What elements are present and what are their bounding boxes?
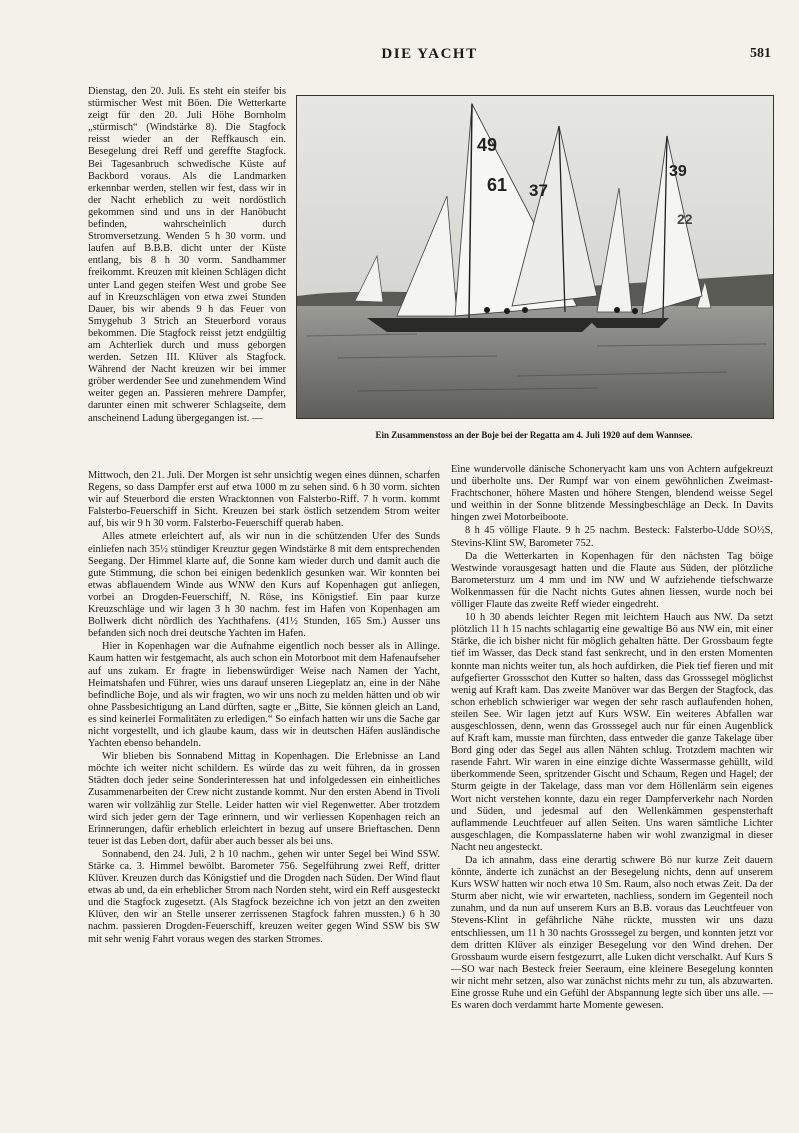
sail-number: 61 [487, 175, 508, 195]
page-header [88, 46, 771, 68]
regatta-photo-drawing [297, 96, 773, 418]
paragraph: Mittwoch, den 21. Juli. Der Morgen ist sehr unsichtig wegen eines dünnen, scharfen Regens, so dass Dampfer erst auf etwa 1000 m zu sehen sind. 6 h 30 vorm. sichten wir auf Steuerbord die ersten Wracktonnen von Falsterbo-Riff. 7 h vorm. kommt Falsterbo-Feuerschiff in Sicht. Kreuzen bei stark östlich setzendem Strom weiter auf, bis wir 9 h 30 vorm. Falsterbo-Feuerschiff querab haben. [88, 470, 440, 530]
paragraph: Hier in Kopenhagen war die Aufnahme eigentlich noch besser als in Allinge. Kaum hatten wir festgemacht, als auch schon ein Motorboot mit dem Hafenaufseher auf uns zukam. Er fragte in liebenswürdiger Weise nach Namen der Yacht, Heimatshafen und Führer, wies uns darauf unseren Liegeplatz an, eine in der Nähe befindliche Boje, und als wir fragten, wo wir uns noch zu melden hätten und ob wir ohne Passbesichtigung an Land dürften, sagte er „Bitte, Sie können gleich an Land, es sind keinerlei Formalitäten zu erledigen.“ So einfach hatten wir uns die Sache gar nicht vorgestellt, und ich glaube kaum, dass wir in deutschen Häfen ausländische Yachten ebenso behandeln. [88, 641, 440, 750]
paragraph: Alles atmete erleichtert auf, als wir nun in die schützenden Ufer des Sunds einliefen nach 35½ stündiger Kreuztur gegen Windstärke 8 mit dem entsprechenden Seegang. Der Himmel klarte auf, die Sonne kam wieder durch und damit auch die gute Stimmung, die schon bei einigen bedenklich gesunken war. Wir konnten bei etwas abflauendem Winde aus WNW den Kurs auf Kopenhagen gut anliegen, vorbei an Drogden-Feuerschiff, N. Röse, ins Königstief. Ein paar kurze Kreuzschläge und wir lagen 3 h 30 nachm. fest im Hafen von Kopenhagen am Bollwerk dicht nördlich des Yachthafens. (41½ Stunden, 165 Sm.) Ausser uns befanden sich noch drei deutsche Yachten im Hafen. [88, 531, 440, 640]
photo-caption: Ein Zusammenstoss an der Boje bei der Regatta am 4. Juli 1920 auf dem Wannsee. [375, 430, 693, 440]
paragraph: Dienstag, den 20. Juli. Es steht ein steifer bis stürmischer West mit Böen. Die Wetterkarte zeigt für den 20. Juli Höhe Bornholm „stürmisch“ (Windstärke 8). Die Stagfock reisst wieder an der Reffkausch ein. Besegelung drei Reff und gereffte Stagfock. Bei Tagesanbruch schwedische Küste auf Backbord voraus. Als die Landmarken erkennbar werden, stellen wir fest, dass wir in der Nacht erheblich zu weit nordöstlich gekommen sind und uns in der Hanöbucht befinden, wahrscheinlich durch Stromversetzung. Wenden 5 h 30 vorm. und laufen auf B.B.B. dicht unter der Küste entlang, bis 8 h 30 vorm. Sandhammer freikommt. Kreuzen mit kleinen Schlägen dicht unter Land gegen steifen West und grobe See auf in Kreuzschlägen von etwa zwei Stunden Dauer, bis wir abends 9 h das Feuer von Smygehub 3 Strich an Steuerbord voraus bekommen. Die Stagfock reisst jetzt endgültig am Achterliek durch und muss geborgen werden. Setzen III. Klüver als Stagfock. Während der Nacht kreuzen wir bei immer gröber werdender See und zunehmendem Wind weiter gegen an. Passieren mehrere Dampfer, darunter einen mit schwerer Schlagseite, dem anscheinend Ladung übergegangen ist. — [88, 86, 286, 424]
paragraph: Da ich annahm, dass eine derartig schwere Bö nur kurze Zeit dauern könnte, änderte ich zunächst an der Besegelung nichts, denn auf unserem Kurs WSW hatten wir noch etwa 10 Sm. Raum, also noch etwas Zeit. Da der Sturm aber nicht, wie wir erwarteten, nachliess, sondern im Gegenteil noch zunahm, und da nun auf unserem Kurs an B.B. voraus das Leuchtfeuer von Stevens-Klint in gefährliche Nähe rückte, mussten wir uns dazu entschliessen, um 11 h 30 nachts Grosssegel zu bergen, und konnten jetzt vor dem dritten Klüver als einziger Besegelung vor den Wind drehen. Der Grossbaum wurde eisern festgezurrt, alle Luken dicht verschalkt. Auf Kurs S—SO war nach Besteck freier Seeraum, eine kleinere Besegelung konnten wir nicht mehr setzen, also war zunächst nichts mehr zu tun, als abzuwarten. Eine grosse Ruhe und ein Gefühl der Abspannung legte sich über uns alle. — Es waren doch verdammt harte Momente gewesen. [451, 855, 773, 1012]
left-lower-column-text [88, 470, 440, 1092]
paragraph: 10 h 30 abends leichter Regen mit leichtem Hauch aus NW. Da setzt plötzlich 11 h 15 nachts schlagartig eine gewaltige Bö aus NW ein, mit einer Stärke, die ich bisher nicht für möglich gehalten hätte. Der Grossbaum fegte tief im Wasser, das Deck stand fast senkrecht, und in den ersten Momenten konnte man nichts weiter tun, als hoch aufdirken, die Piek tief fieren und mit aufgefierter Grossschot den Kutter so halten, dass das Grosssegel möglichst wenig auf Kraft kam. Das zweite Manöver war das Bergen der Stagfock, das schon erheblich schwieriger war wegen der sehr rasch auflaufenden hohen, steilen See. Wir lagen jetzt auf Kurs WSW. Ein weiteres Abfallen war ausgeschlossen, denn, wenn das Grosssegel auch nur für einen Augenblick auf Kraft kam, musste man fürchten, dass entweder die ganze Takelage über Bord ging oder das Segel aus allen Nähten schlug. Trotzdem machten wir rasende Fahrt. Wir waren in eine einzige dichte Wassermasse gehüllt, wild überkommende Seen, spritzender Gischt und Schaum, Regen und Hagel; der Sturm geigte in der Takelage, dass man vor dem Höllenlärm sein eigenes Wort nicht verstehen konnte, dazu ein reger Dampferverkehr nach Norden und Süden, und jedesmal auf den Wellenkämmen gespensterhaft auflammende Leuchtfeuer auf allen Seiten. Uns waren sämtliche Lichter ausgeschlagen, die Kompasslaterne haben wir wohl zwanzigmal in dieser Nacht neu angesteckt. [451, 612, 773, 853]
left-column-text [88, 86, 286, 472]
regatta-photo [296, 95, 774, 419]
sail-number: 39 [669, 163, 687, 180]
sail-number: 37 [529, 181, 548, 200]
paragraph: Eine wundervolle dänische Schoneryacht kam uns von Achtern aufgekreuzt und überholte uns. Der Rumpf war von einem gewöhnlichen Zweimast-Frachtschoner, höhere Masten und höhere Stengen, blendend weisse Segel und weithin in der Sonne blitzende Messingbeschläge an Deck. In Davits hingen zwei Motorbeiboote. [451, 464, 773, 524]
right-column-text [451, 464, 773, 1064]
sail-number: 49 [477, 135, 498, 155]
paragraph: Da die Wetterkarten in Kopenhagen für den nächsten Tag böige Westwinde vorausgesagt hatten und die Flaute aus Süden, der plötzliche Barometersturz um 4 mm und im NW und W aufziehende tiefschwarze Wolkenmassen für die Nacht nichts Gutes ahnen liessen, wurde noch bei völliger Flaute das zweite Reff wieder eingedreht. [451, 550, 773, 611]
paragraph: 8 h 45 völlige Flaute. 9 h 25 nachm. Besteck: Falsterbo-Udde SO½S, Stevins-Klint SW, Barometer 752. [451, 525, 773, 549]
sail-number: 22 [677, 211, 693, 227]
third-boat-hull [587, 318, 669, 328]
page-number: 581 [750, 46, 771, 61]
main-boat-hull [367, 318, 597, 332]
paragraph: Wir blieben bis Sonnabend Mittag in Kopenhagen. Die Erlebnisse an Land möchte ich weiter nicht schildern. Es würde das zu weit führen, da in grossen Städten doch jeder seine Sonderinteressen hat und infolgedessen ein einheitliches Zusammenarbeiten der Crew nicht zustande kommt. Nur den ersten Abend in Tivoli waren wir vollzählig zur Stelle. Leider hatten wir viel Regenwetter. Aber trotzdem wird sich jeder gern der Tage erinnern, und wir verliessen Kopenhagen reich an Erinnerungen, dafür erheblich erleichtert in bezug auf unsere Brieftaschen. Denn teuer ist das Leben dort, dafür aber auch besser als bei uns. [88, 751, 440, 847]
paragraph: Sonnabend, den 24. Juli, 2 h 10 nachm., gehen wir unter Segel bei Wind SSW. Stärke ca. 3. Himmel bewölbt. Barometer 756. Segelführung zwei Reff, dritter Klüver. Kreuzen durch das Königstief und die Drogden nach Süden. Der Wind flaut etwas ab und, da ein erheblicher Strom nach Norden steht, wird ein Reff ausgesteckt und die Stagfock zugesetzt. (Als Stagfock bezeichne ich von jetzt an den zweiten Klüver, den wir an Stelle unserer zerrissenen Stagfock fahren mussten.) 6 h 30 nachm. passieren Drogden-Feuerschiff, kreuzen weiter gegen Wind SSW bis SW mit sehr wenig Fahrt voraus wegen des starken Stromes. [88, 848, 440, 945]
magazine-title: DIE YACHT [381, 46, 478, 62]
